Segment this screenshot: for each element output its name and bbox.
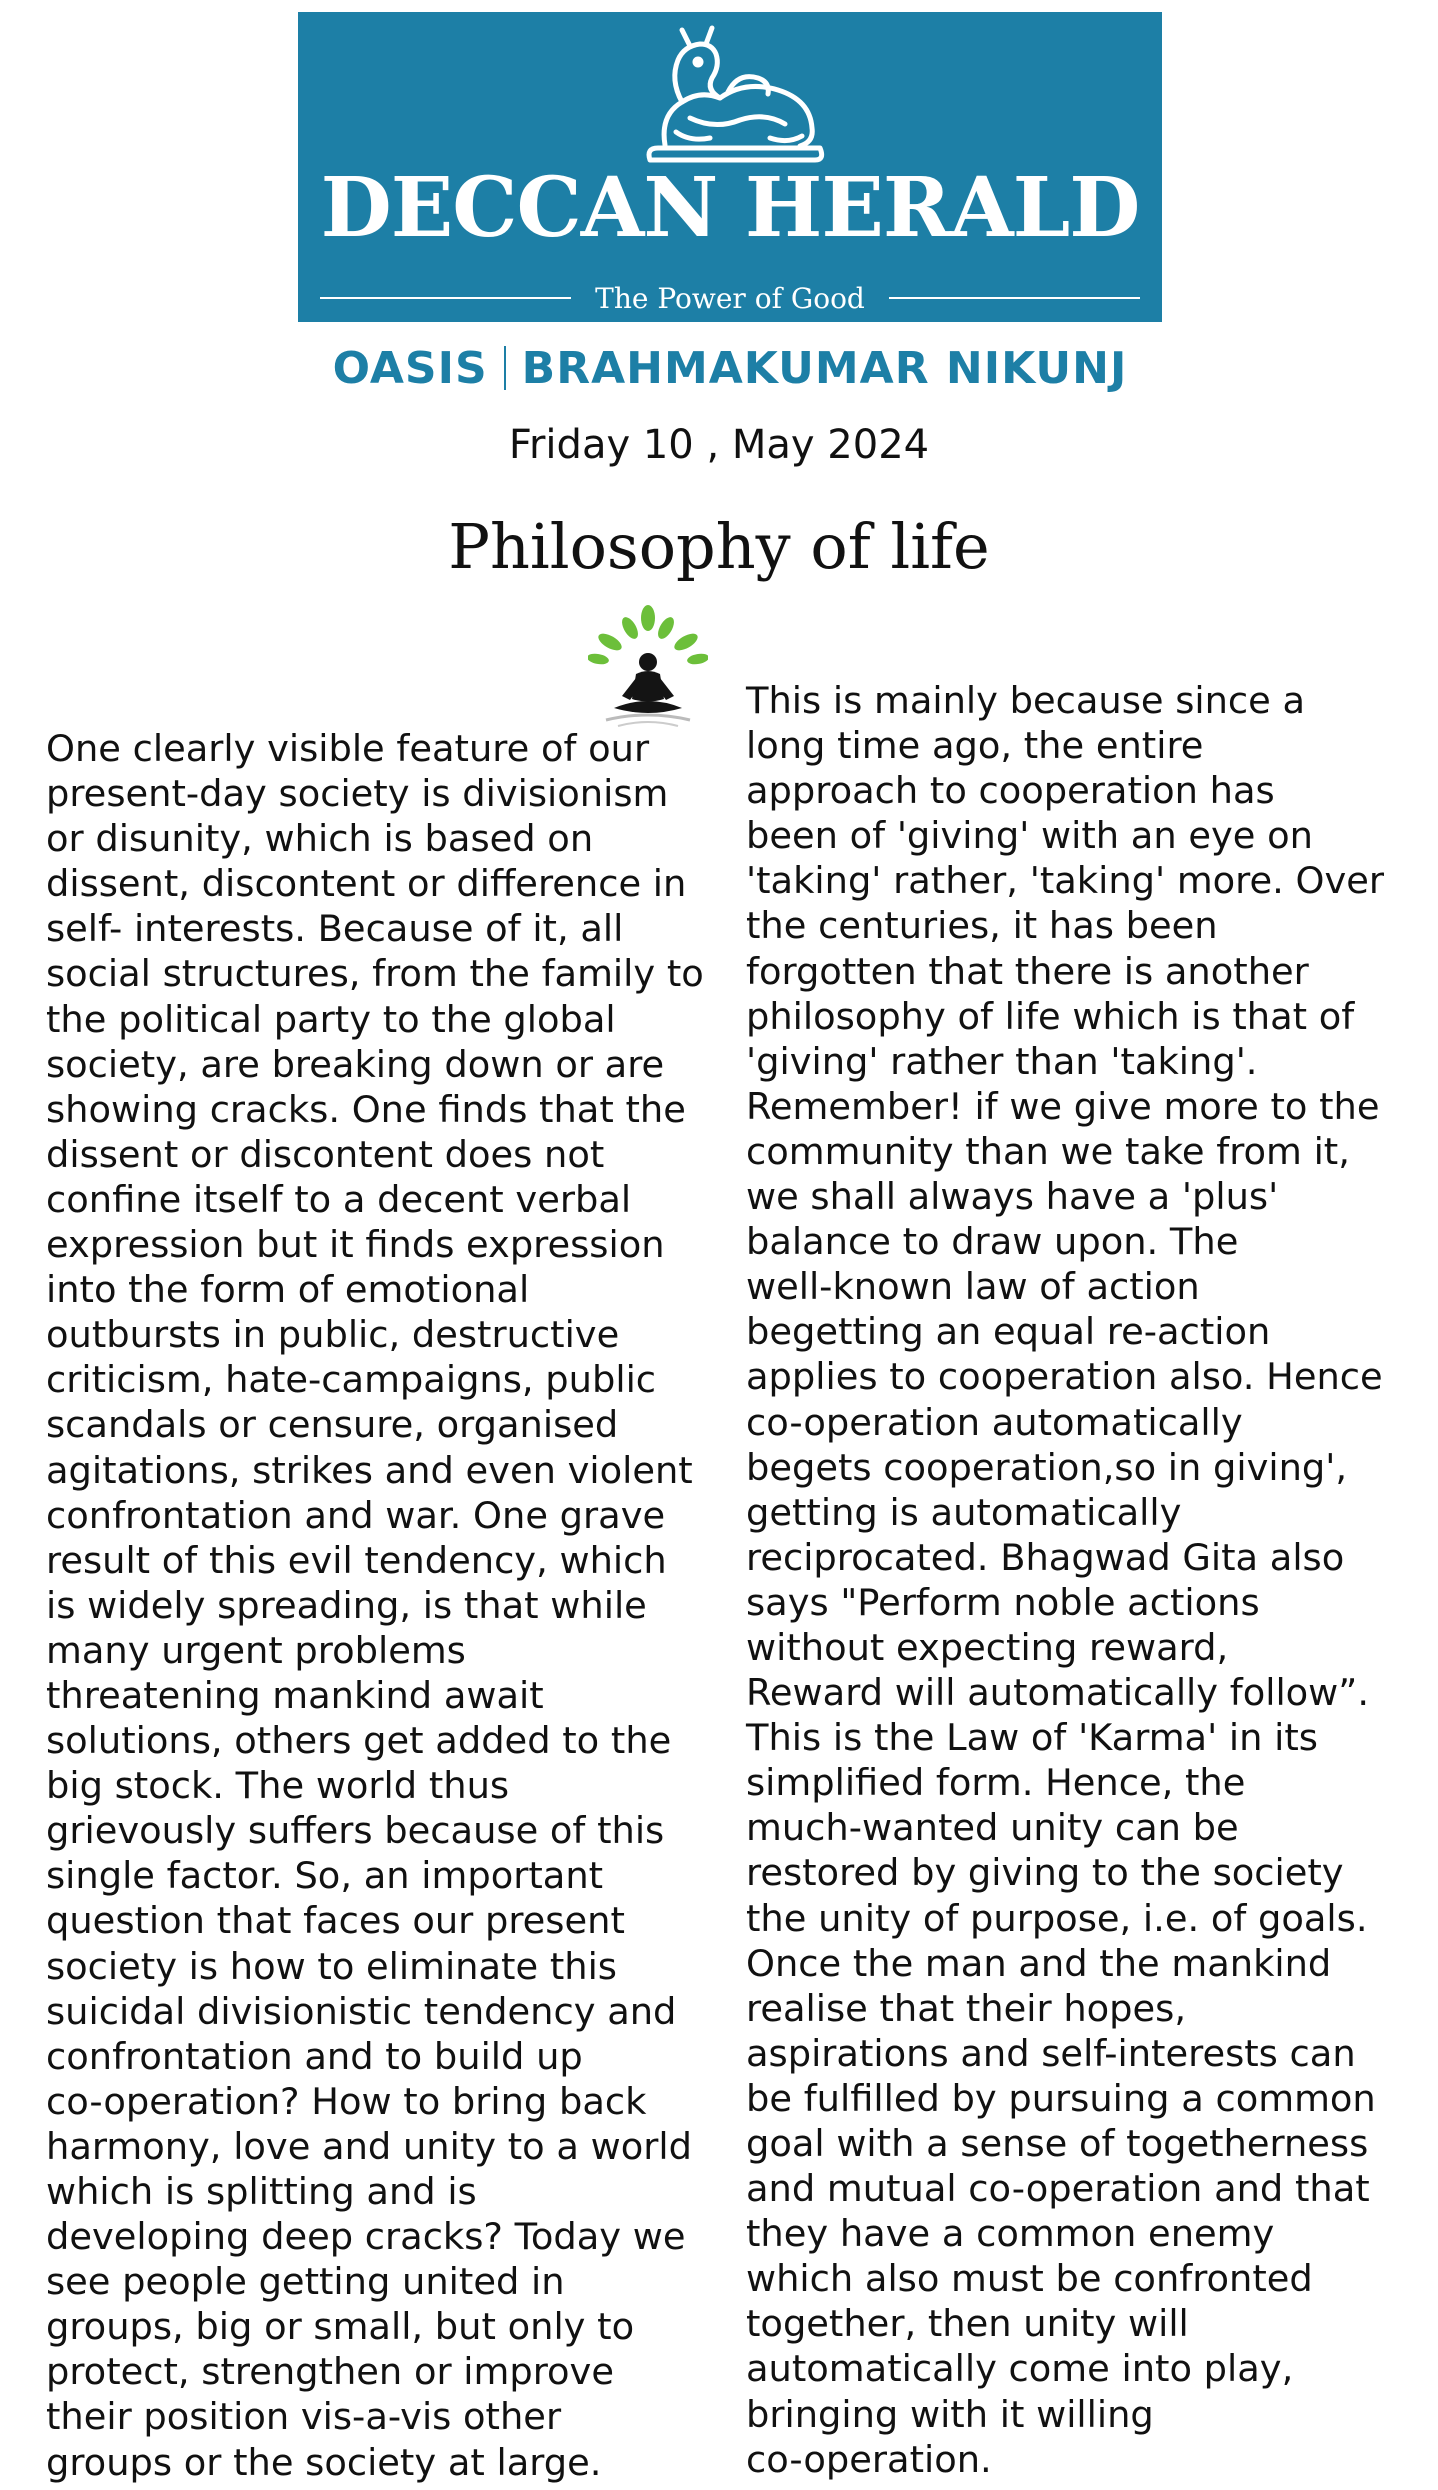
article-line: suicidal divisionistic tendency and [46,1989,677,2033]
article-line: begets cooperation,so in giving', [746,1445,1348,1489]
article-line: says "Perform noble actions [746,1580,1260,1624]
article-line: been of 'giving' with an eye on [746,814,1313,858]
article-line: community than we take from it, [746,1129,1350,1173]
article-line: Remember! if we give more to the [746,1084,1380,1128]
article-line: dissent or discontent does not [46,1132,605,1176]
article-line: many urgent problems [46,1628,466,1672]
article-line: approach to cooperation has [746,769,1275,813]
article-line: well-known law of action [746,1265,1200,1309]
article-line: long time ago, the entire [746,724,1204,768]
article-line: criticism, hate-campaigns, public [46,1358,657,1402]
column-header [298,340,1162,396]
article-line: developing deep cracks? Today we [46,2215,686,2259]
article-line: much-wanted unity can be [746,1806,1239,1850]
article-line: confrontation and war. One grave [46,1493,666,1537]
article-line: goal with a sense of togetherness [746,2122,1369,2165]
author-name: BRAHMAKUMAR NIKUNJ [521,342,1128,394]
article-line: which also must be confronted [746,2257,1313,2301]
article-line: forgotten that there is another [746,949,1309,993]
article-line: realise that their hopes, [746,1986,1187,2030]
article-line: expression but it finds expression [46,1223,665,1267]
article-line: be fulfilled by pursuing a common [746,2076,1376,2120]
article-line: groups, big or small, but only to [46,2305,635,2349]
article-line: 'taking' rather, 'taking' more. Over [746,859,1385,903]
article-line: single factor. So, an important [46,1854,604,1898]
article-line: co-operation automatically [746,1400,1243,1444]
article-line: automatically come into play, [746,2347,1294,2391]
article-line: begetting an equal re-action [746,1310,1271,1354]
article-line: result of this evil tendency, which [46,1538,667,1582]
article-line: we shall always have a 'plus' [746,1175,1279,1219]
article-line: simplified form. Hence, the [746,1761,1246,1805]
article-line: aspirations and self-interests can [746,2031,1356,2075]
article-line: the centuries, it has been [746,904,1218,948]
article-line: showing cracks. One finds that the [46,1087,686,1131]
article-line: Once the man and the mankind [746,1941,1332,1985]
masthead [298,12,1162,322]
article-line: restored by giving to the society [746,1851,1344,1895]
article-line: threatening mankind await [46,1673,544,1717]
article-line: getting is automatically [746,1490,1182,1534]
brand-name: DECCAN HERALD [320,160,1140,256]
article-line: dissent, discontent or difference in [46,862,687,906]
tagline: The Power of Good [595,281,865,315]
article-line: co-operation? How to bring back [46,2079,647,2123]
article-line: which is splitting and is [46,2170,477,2213]
section-name: OASIS [332,342,488,394]
article-line: self- interests. Because of it, all [46,907,624,951]
article-line: confrontation and to build up [46,2034,583,2078]
article-line: or disunity, which is based on [46,817,594,861]
article-line: they have a common enemy [746,2212,1275,2256]
article-line: protect, strengthen or improve [46,2350,614,2394]
article-line: bringing with it willing [746,2392,1154,2436]
bull-logo-icon [620,20,840,170]
article-column-left [46,726,726,2485]
article-line: outbursts in public, destructive [46,1313,620,1357]
article-line: the unity of purpose, i.e. of goals. [746,1896,1368,1940]
article-line: social structures, from the family to [46,952,704,996]
article-line: groups or the society at large. [46,2440,602,2484]
article-line: Reward will automatically follow”. [746,1671,1370,1715]
article-line: scandals or censure, organised [46,1403,619,1447]
article-line: society is how to eliminate this [46,1944,617,1988]
tagline-row [320,280,1140,316]
article-column-right [746,678,1426,2482]
article-line: 'giving' rather than 'taking'. [746,1039,1258,1083]
article-line: solutions, others get added to the [46,1719,672,1763]
article-line: present-day society is divisionism [46,772,669,816]
article-line: grievously suffers because of this [46,1809,665,1853]
article-line: together, then unity will [746,2302,1189,2346]
article-line: agitations, strikes and even violent [46,1448,693,1492]
article-line: philosophy of life which is that of [746,994,1355,1038]
article-line: This is the Law of 'Karma' in its [746,1716,1318,1760]
article-line: confine itself to a decent verbal [46,1177,632,1221]
article-line: their position vis-a-vis other [46,2395,562,2439]
article-line: applies to cooperation also. Hence [746,1355,1383,1399]
publication-date: Friday 10 , May 2024 [508,422,930,468]
article-line: without expecting reward, [746,1625,1229,1669]
article-title: Philosophy of life [448,510,990,583]
article-line: co-operation. [746,2437,992,2481]
article-line: harmony, love and unity to a world [46,2124,692,2168]
article-line: question that faces our present [46,1899,625,1943]
article-line: see people getting united in [46,2260,565,2304]
meditation-tree-icon [588,604,708,729]
article-line: reciprocated. Bhagwad Gita also [746,1535,1345,1579]
article-line: into the form of emotional [46,1268,530,1312]
article-line: balance to draw upon. The [746,1220,1239,1264]
article-line: One clearly visible feature of our [46,727,650,770]
tagline-rule-right [889,297,1140,299]
article-line: is widely spreading, is that while [46,1583,647,1627]
article-line: the political party to the global [46,997,616,1041]
section-divider [504,346,506,390]
article-line: big stock. The world thus [46,1764,510,1808]
article-line: and mutual co-operation and that [746,2167,1370,2211]
article-line: society, are breaking down or are [46,1042,665,1086]
tagline-rule-left [320,297,571,299]
article-line: This is mainly because since a [746,679,1306,722]
